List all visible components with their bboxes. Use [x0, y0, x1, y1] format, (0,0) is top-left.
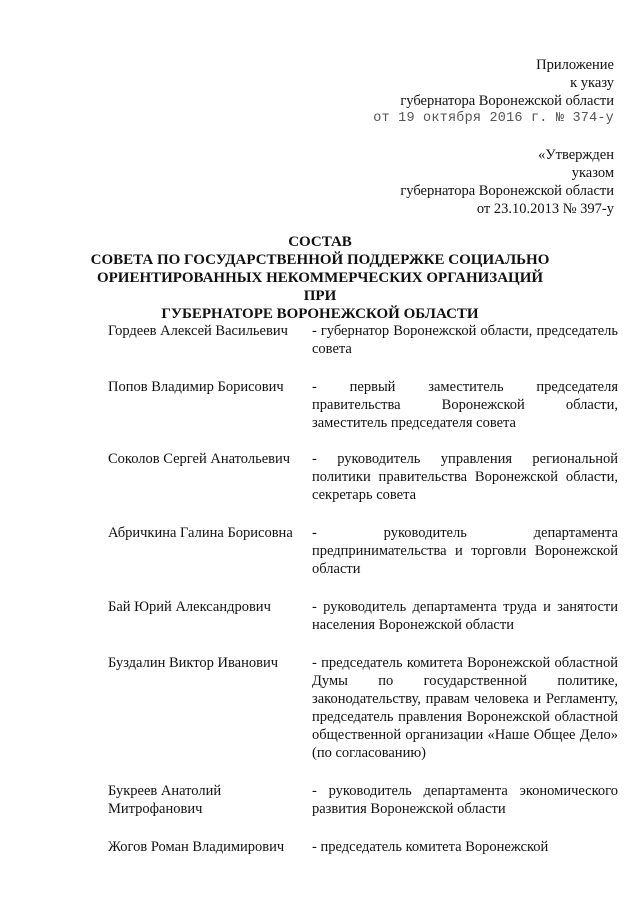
member-row: [108, 524, 618, 578]
approved-by: указом: [571, 165, 614, 181]
member-role: - руководитель управления региональной политики правительства Воронежской области, секретарь совета: [312, 451, 618, 503]
member-name: Буздалин Виктор Иванович: [108, 655, 279, 671]
member-name: Бай Юрий Александрович: [108, 599, 271, 615]
member-role: - губернатор Воронежской области, председатель совета: [312, 323, 618, 357]
member-row: [108, 450, 618, 504]
title-line: СОВЕТА ПО ГОСУДАРСТВЕННОЙ ПОДДЕРЖКЕ СОЦИАЛЬНО: [90, 252, 550, 268]
member-row: [108, 378, 618, 432]
appendix-label: Приложение: [536, 57, 614, 73]
title-line: ГУБЕРНАТОРЕ ВОРОНЕЖСКОЙ ОБЛАСТИ: [161, 306, 479, 322]
approved-issuer: губернатора Воронежской области: [400, 183, 614, 199]
member-role: - руководитель департамента экономического развития Воронежской области: [312, 783, 618, 817]
member-role: - председатель комитета Воронежской: [312, 839, 549, 855]
member-role: - первый заместитель председателя правительства Воронежской области, заместитель председателя совета: [312, 379, 618, 431]
member-name: Соколов Сергей Анатольевич: [108, 451, 291, 467]
appendix-decree-ref: к указу: [570, 75, 614, 91]
member-row: [108, 782, 618, 818]
member-name: Попов Владимир Борисович: [108, 379, 284, 395]
title-line: ОРИЕНТИРОВАННЫХ НЕКОММЕРЧЕСКИХ ОРГАНИЗАЦИЙ ПРИ: [96, 270, 544, 304]
member-row: [108, 654, 618, 762]
approved-date: от 23.10.2013 № 397-у: [476, 201, 614, 217]
member-row: [108, 598, 618, 634]
member-role: - руководитель департамента труда и занятости населения Воронежской области: [312, 599, 618, 633]
document-title: [80, 233, 560, 323]
member-row: [108, 838, 618, 856]
appendix-date-stamp: от 19 октября 2016 г. № 374-у: [373, 111, 614, 126]
member-role: - руководитель департамента предпринимательства и торговли Воронежской области: [312, 525, 618, 577]
appendix-issuer: губернатора Воронежской области: [400, 93, 614, 109]
appendix-header: [274, 56, 614, 218]
title-line: СОСТАВ: [288, 234, 352, 250]
member-name: Гордеев Алексей Васильевич: [108, 323, 288, 339]
member-name: Абричкина Галина Борисовна: [108, 525, 293, 541]
member-name: Букреев Анатолий Митрофанович: [108, 783, 222, 817]
member-role: - председатель комитета Воронежской областной Думы по государственной политике, законодательству, правам человека и Регламенту, председатель правления Воронежской областной общественной организации «Наше Общее Дело» (по согласованию): [312, 655, 618, 761]
approved-label: «Утвержден: [538, 147, 614, 163]
members-list: [108, 322, 618, 856]
member-row: [108, 322, 618, 358]
member-name: Жогов Роман Владимирович: [108, 839, 285, 855]
